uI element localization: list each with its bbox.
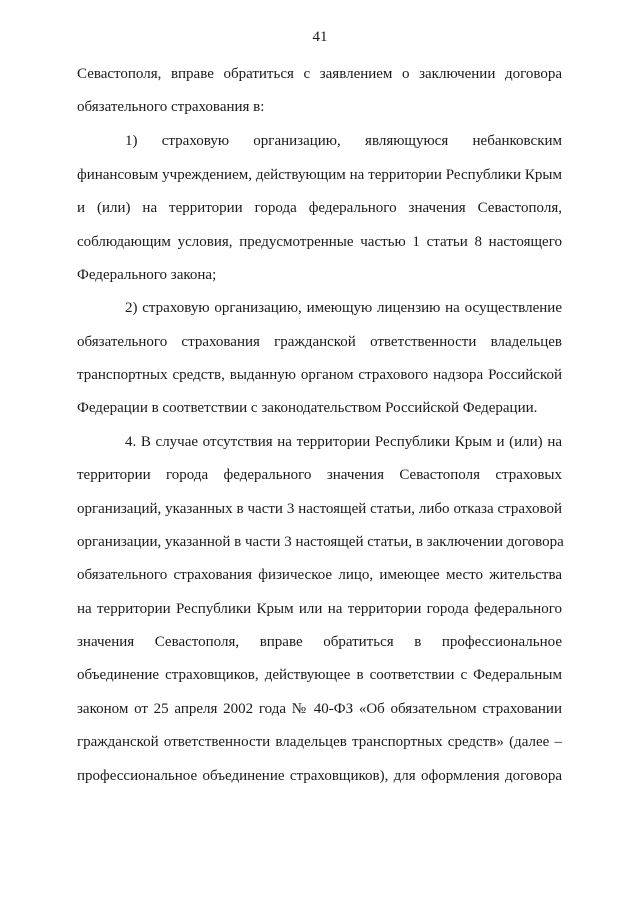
text-line: соблюдающим условия, предусмотренные частью 1 статьи 8 настоящего xyxy=(77,234,562,250)
text-line: обязательного страхования гражданской ответственности владельцев xyxy=(77,334,562,350)
text-line: Федерального закона; xyxy=(77,267,217,283)
text-line: обязательного страхования в: xyxy=(77,99,265,115)
text-line: 4. В случае отсутствия на территории Республики Крым и (или) на xyxy=(125,434,562,450)
text-line: организации, указанной в части 3 настоящей статьи, в заключении договора xyxy=(77,534,564,550)
text-line: законом от 25 апреля 2002 года № 40-ФЗ «Об обязательном страховании xyxy=(77,701,562,717)
text-line: значения Севастополя, вправе обратиться в профессиональное xyxy=(77,634,562,650)
text-line: финансовым учреждением, действующим на территории Республики Крым xyxy=(77,167,562,183)
text-line: гражданской ответственности владельцев транспортных средств» (далее – xyxy=(77,734,562,750)
text-line: территории города федерального значения Севастополя страховых xyxy=(77,467,562,483)
text-line: и (или) на территории города федерального значения Севастополя, xyxy=(77,200,562,216)
text-line: профессиональное объединение страховщиков), для оформления договора xyxy=(77,768,562,784)
text-line: объединение страховщиков, действующее в соответствии с Федеральным xyxy=(77,667,562,683)
text-line: 2) страховую организацию, имеющую лицензию на осуществление xyxy=(125,300,562,316)
text-line: 1) страховую организацию, являющуюся небанковским xyxy=(125,133,562,149)
text-line: Севастополя, вправе обратиться с заявлением о заключении договора xyxy=(77,66,562,82)
text-line: обязательного страхования физическое лицо, имеющее место жительства xyxy=(77,567,562,583)
page-number: 41 xyxy=(312,29,328,45)
text-line: организаций, указанных в части 3 настоящей статьи, либо отказа страховой xyxy=(77,501,562,517)
text-line: на территории Республики Крым или на территории города федерального xyxy=(77,601,562,617)
text-line: транспортных средств, выданную органом страхового надзора Российской xyxy=(77,367,562,383)
text-line: Федерации в соответствии с законодательством Российской Федерации. xyxy=(77,400,538,416)
